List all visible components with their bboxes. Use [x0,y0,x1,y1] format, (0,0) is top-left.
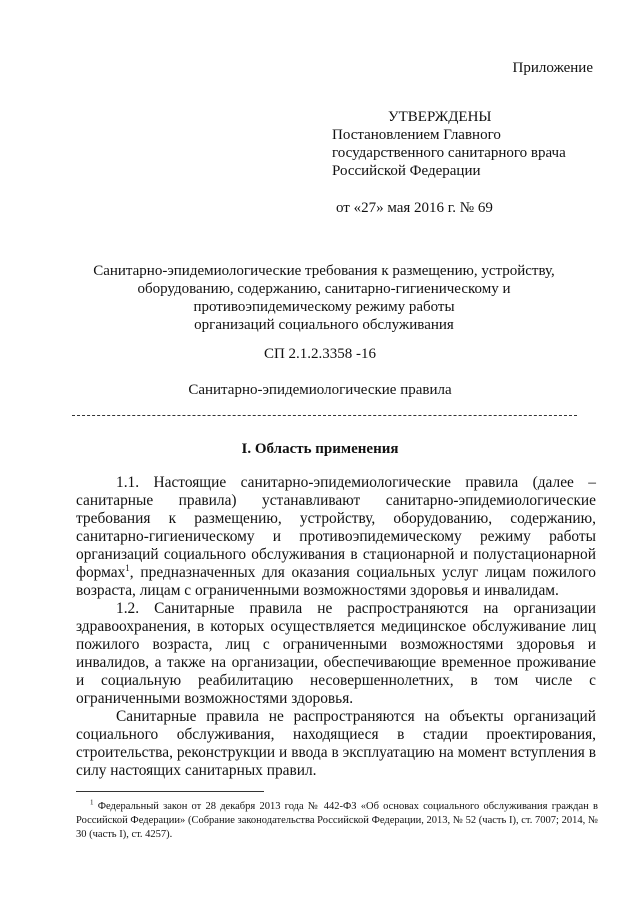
footnote-text: Федеральный закон от 28 декабря 2013 года № 442-ФЗ «Об основах социального обслуживания граждан в Российской Федерации» (Собрание законодательства Российской Федерации, 2013, № 52 (часть I), ст. 7007; 2014, № 30 (часть I), ст. 4257). [76,801,598,840]
section-heading: I. Область применения [241,441,399,457]
approval-title: УТВЕРЖДЕНЫ [388,109,492,125]
paragraph-1-1 [76,474,596,600]
footnote-ref: 1 [125,562,130,573]
approval-line-2: государственного санитарного врача [332,145,566,161]
paragraph-3: Санитарные правила не распространяются на объекты организаций социального обслуживания, находящиеся в стадии проектирования, строительства, реконструкции и ввода в эксплуатацию на момент вступления в силу настоящих санитарных правил. [76,708,596,779]
title-line-1: Санитарно-эпидемиологические требования к размещению, устройству, [93,263,555,279]
approval-line-3: Российской Федерации [332,163,481,179]
footnote-marker: 1 [90,798,94,807]
paragraph-1-1-text: 1.1. Настоящие санитарно-эпидемиологические правила (далее – санитарные правила) устанавливают санитарно-эпидемиологические требования к размещению, устройству, оборудованию, содержанию, санитарно-гигиеническому и противоэпидемическому режиму работы организаций социального обслуживания в стационарной и полустационарной формах [76,474,596,581]
document-title [90,262,558,334]
approval-block [332,108,566,217]
approval-line-1: Постановлением Главного [332,127,501,143]
footnote [76,800,598,842]
title-line-2: оборудованию, содержанию, санитарно-гигиеническому и [137,281,511,297]
annex-label: Приложение [512,60,593,76]
dashed-divider [72,415,577,416]
title-line-3: противоэпидемическому режиму работы [193,299,455,315]
paragraph-1-1-end: , предназначенных для оказания социальных услуг лицам пожилого возраста, лицам с ограниченными возможностями здоровья и инвалидам. [76,564,596,599]
document-code: СП 2.1.2.3358 -16 [263,346,377,362]
paragraph-1-2: 1.2. Санитарные правила не распространяются на организации здравоохранения, в которых осуществляется медицинское обслуживание лиц пожилого возраста, лиц с ограниченными возможностями здоровья и инвалидов, а также на организации, обеспечивающие временное проживание и социальную реабилитацию несовершеннолетних, в том числе с ограниченными возможностями здоровья. [76,600,596,707]
document-subtitle: Санитарно-эпидемиологические правила [188,382,452,398]
document-body [76,474,596,780]
title-line-4: организаций социального обслуживания [194,317,454,333]
footnote-divider [76,791,264,792]
approval-date: от «27» мая 2016 г. № 69 [336,200,493,216]
